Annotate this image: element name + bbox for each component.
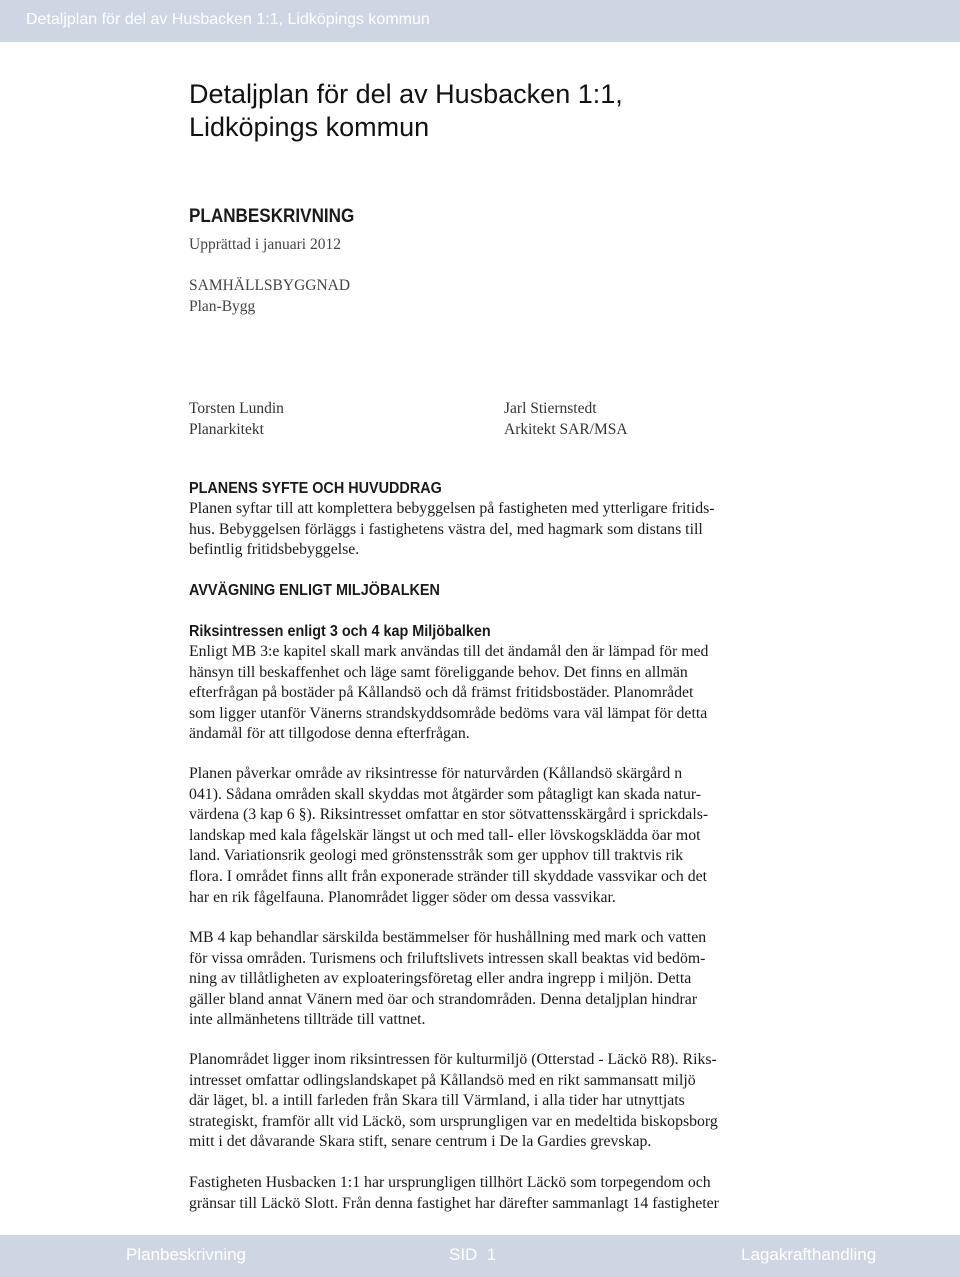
- text-line: efterfrågan på bostäder på Kållandsö och då främst fritidsbostäder. Planområdet: [189, 684, 694, 702]
- text-line: ning av tillåtligheten av exploateringsföretag eller andra ingrepp i miljön. Detta: [189, 970, 692, 988]
- paragraph-kulturmiljo: [189, 1050, 789, 1153]
- doc-type-heading: PLANBESKRIVNING: [189, 206, 355, 227]
- text-line: mitt i det dåvarande Skara stift, senare centrum i De la Gardies grevskap.: [189, 1133, 652, 1151]
- text-line: som ligger utanför Vänerns strandskyddsområde bedöms vara väl lämpat för detta: [189, 704, 708, 722]
- text-line: befintlig fritidsbebyggelse.: [189, 541, 360, 559]
- footer-left: Planbeskrivning: [126, 1245, 247, 1264]
- signatory-name: Jarl Stiernstedt: [504, 400, 597, 417]
- signatory-name: Torsten Lundin: [189, 400, 284, 417]
- text-line: land. Variationsrik geologi med grönstensstråk som ger upphov till traktvis rik: [189, 847, 684, 865]
- document-title: [189, 78, 623, 144]
- text-line: hänsyn till beskaffenhet och läge samt föreliggande behov. Det finns en allmän: [189, 663, 688, 681]
- signatory-left: [189, 398, 284, 440]
- text-line: inte allmänhetens tillträde till vattnet.: [189, 1011, 426, 1029]
- text-line: har en rik fågelfauna. Planområdet ligger söder om dessa vassvikar.: [189, 888, 616, 906]
- running-header: [0, 0, 960, 42]
- text-line: intresset omfattar odlingslandskapet på Kållandsö med en rikt sammansatt miljö: [189, 1071, 696, 1089]
- text-line: MB 4 kap behandlar särskilda bestämmelser för hushållning med mark och vatten: [189, 929, 707, 946]
- page-number: SID 1: [449, 1245, 497, 1264]
- text-line: gäller bland annat Vänern med öar och strandområden. Denna detaljplan hindrar: [189, 990, 698, 1008]
- text-line: Planen påverkar område av riksintresse för naturvården (Kållandsö skärgård n: [189, 765, 683, 782]
- paragraph-husbacken: [189, 1173, 789, 1214]
- paragraph-mb4: [189, 928, 789, 1031]
- paragraph-naturvard: [189, 764, 789, 908]
- signatory-right: [504, 398, 628, 440]
- section-heading-syfte: PLANENS SYFTE OCH HUVUDDRAG: [189, 480, 442, 497]
- text-line: flora. I området finns allt från exponerade stränder till skyddade vassvikar och det: [189, 867, 708, 885]
- text-line: ändamål för att tillgodose denna efterfrågan.: [189, 725, 470, 743]
- text-line: 041). Sådana områden skall skyddas mot åtgärder som påtagligt kan skada natur-: [189, 785, 702, 803]
- text-line: strategiskt, framför allt vid Läckö, som ursprungligen var en medeltida biskopsborg: [189, 1112, 718, 1130]
- text-line: värdena (3 kap 6 §). Riksintresset omfattar en stor sötvattensskärgård i sprickdals-: [189, 806, 709, 824]
- unit: Plan-Bygg: [189, 298, 256, 315]
- text-line: Fastigheten Husbacken 1:1 har ursprungligen tillhört Läckö som torpegendom och: [189, 1174, 711, 1191]
- document-date: Upprättad i januari 2012: [189, 236, 341, 253]
- text-line: landskap med kala fågelskär längst ut och med tall- eller lövskogsklädda öar mot: [189, 826, 701, 844]
- running-footer: [0, 1235, 960, 1277]
- footer-right: Lagakrafthandling: [741, 1245, 877, 1264]
- document-title-line: Detaljplan för del av Husbacken 1:1,: [189, 79, 623, 109]
- running-header-title: Detaljplan för del av Husbacken 1:1, Lidköpings kommun: [26, 11, 430, 28]
- text-line: hus. Bebyggelsen förläggs i fastighetens västra del, med hagmark som distans till: [189, 520, 703, 538]
- text-line: Planområdet ligger inom riksintressen för kulturmiljö (Otterstad - Läckö R8). Riks-: [189, 1051, 717, 1068]
- paragraph-mb3: [189, 642, 789, 745]
- text-line: gränsar till Läckö Slott. Från denna fastighet har därefter sammanlagt 14 fastigheter: [189, 1194, 719, 1212]
- text-line: där läget, bl. a intill farleden från Skara till Värmland, i alla tider har utnyttjats: [189, 1092, 685, 1110]
- section-heading-avvagning: AVVÄGNING ENLIGT MILJÖBALKEN: [189, 582, 440, 599]
- text-line: Enligt MB 3:e kapitel skall mark användas till det ändamål den är lämpad för med: [189, 643, 709, 660]
- subheading-riksintressen: Riksintressen enligt 3 och 4 kap Miljöbalken: [189, 623, 491, 640]
- text-line: för vissa områden. Turismens och friluftslivets intressen skall beaktas vid bedöm-: [189, 949, 706, 967]
- signatory-role: Planarkitekt: [189, 421, 264, 438]
- document-title-line: Lidköpings kommun: [189, 112, 430, 142]
- department: SAMHÄLLSBYGGNAD: [189, 277, 351, 294]
- signatory-role: Arkitekt SAR/MSA: [504, 421, 628, 438]
- syfte-paragraph: [189, 499, 789, 561]
- text-line: Planen syftar till att komplettera bebyggelsen på fastigheten med ytterligare fritids-: [189, 500, 715, 517]
